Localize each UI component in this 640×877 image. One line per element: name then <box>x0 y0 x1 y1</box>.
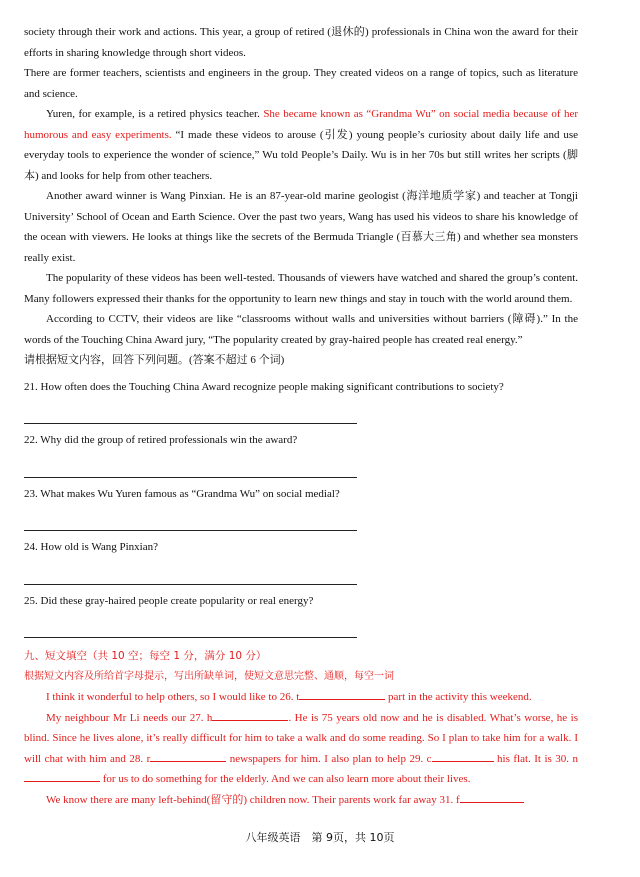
blank-29[interactable] <box>432 749 494 762</box>
document-page <box>24 22 578 810</box>
passage-paragraph-2 <box>24 104 578 186</box>
question-text: 23. What makes Wu Yuren famous as “Grandma Wu” on social medial? <box>24 487 340 500</box>
blank-28[interactable] <box>150 749 226 762</box>
blank-27[interactable] <box>212 708 288 721</box>
passage-paragraph-5: According to CCTV, their videos are like “classrooms without walls and universities without barriers (障碍).” In the words of the Touching China Award jury, “The popularity created by gray-haired people has created real energy.” <box>24 313 578 346</box>
passage-paragraph-1: There are former teachers, scientists and engineers in the group. They created videos on a range of topics, such as literature and science. <box>24 67 578 100</box>
cloze-text: I think it wonderful to help others, so I would like to 26. t <box>46 691 300 703</box>
question-instruction: 请根据短文内容，回答下列问题。(答案不超过 6 个词) <box>24 354 285 366</box>
page-footer: 八年级英语 第 9页，共 10页 <box>245 831 395 844</box>
cloze-text: My neighbour Mr Li needs our 27. h <box>46 711 213 724</box>
question-25 <box>24 591 578 639</box>
blank-31[interactable] <box>460 790 524 803</box>
highlighted-sentence: She became known as “Grandma Wu” on social media because of her humorous and easy experiments. <box>24 108 578 141</box>
passage-paragraph-0: society through their work and actions. This year, a group of retired (退休的) professionals in China won the award for their efforts in sharing knowledge through short videos. <box>24 26 578 59</box>
question-21 <box>24 377 578 425</box>
question-23 <box>24 484 578 532</box>
answer-line[interactable] <box>24 397 357 424</box>
cloze-text: We know there are many left-behind(留守的) children now. Their parents work far away 31. f <box>46 793 460 806</box>
question-text: 22. Why did the group of retired professionals win the award? <box>24 434 298 446</box>
cloze-text: his flat. It is 30. n <box>493 752 578 765</box>
question-22 <box>24 430 578 478</box>
passage-text: “I made these videos to arouse (引发) young people’s curiosity about daily life and use everyday tools to experience the wonder of science,” Wu told People’s Daily. Wu is in her 70s but still writes her scripts (脚本) and looks for help from other teachers. <box>24 128 578 182</box>
cloze-paragraph-3 <box>24 790 578 811</box>
blank-30[interactable] <box>24 769 100 782</box>
passage-paragraph-3: Another award winner is Wang Pinxian. He is an 87-year-old marine geologist (海洋地质学家) and teacher at Tongji University’ School of Ocean and Earth Science. Over the past two years, Wang has used his videos to share his knowledge of the ocean with viewers. He looks at things like the secrets of the Bermuda Triangle (百慕大三角) and whether sea monsters really exist. <box>24 190 578 264</box>
answer-line[interactable] <box>24 504 357 531</box>
question-24 <box>24 537 578 585</box>
passage-paragraph-4: The popularity of these videos has been well-tested. Thousands of viewers have watched and shared the group’s content. Many followers expressed their thanks for the opportunity to learn new things and stay in touch with the world around them. <box>24 272 578 305</box>
question-text: 25. Did these gray-haired people create popularity or real energy? <box>24 594 314 607</box>
cloze-text: . He is 75 years old now and he is disabled. What’s worse, he is blind. Since he lives alone, it’s really difficult for him to take a walk and do some reading. So I plan to take him for a walk. I will chat with him and 28. r <box>24 711 578 765</box>
question-list <box>24 377 578 639</box>
passage-text: Yuren, for example, is a retired physics teacher. <box>46 108 264 120</box>
cloze-text: newspapers for him. I also plan to help 29. c <box>226 752 432 765</box>
section-9-title: 九、短文填空（共 10 空；每空 1 分，满分 10 分） <box>24 650 267 662</box>
answer-line[interactable] <box>24 451 357 478</box>
cloze-text: part in the activity this weekend. <box>385 691 532 703</box>
cloze-text: for us to do something for the elderly. And we can also learn more about their lives. <box>100 773 471 785</box>
answer-line[interactable] <box>24 611 357 638</box>
section-9-instruction: 根据短文内容及所给首字母提示，写出所缺单词，使短文意思完整、通顺，每空一词 <box>24 670 394 682</box>
answer-line[interactable] <box>24 558 357 585</box>
question-text: 24. How old is Wang Pinxian? <box>24 541 158 553</box>
cloze-line-1 <box>24 687 578 708</box>
question-text: 21. How often does the Touching China Award recognize people making significant contributions to society? <box>24 380 504 393</box>
blank-26[interactable] <box>299 687 385 700</box>
cloze-paragraph-2 <box>24 708 578 790</box>
